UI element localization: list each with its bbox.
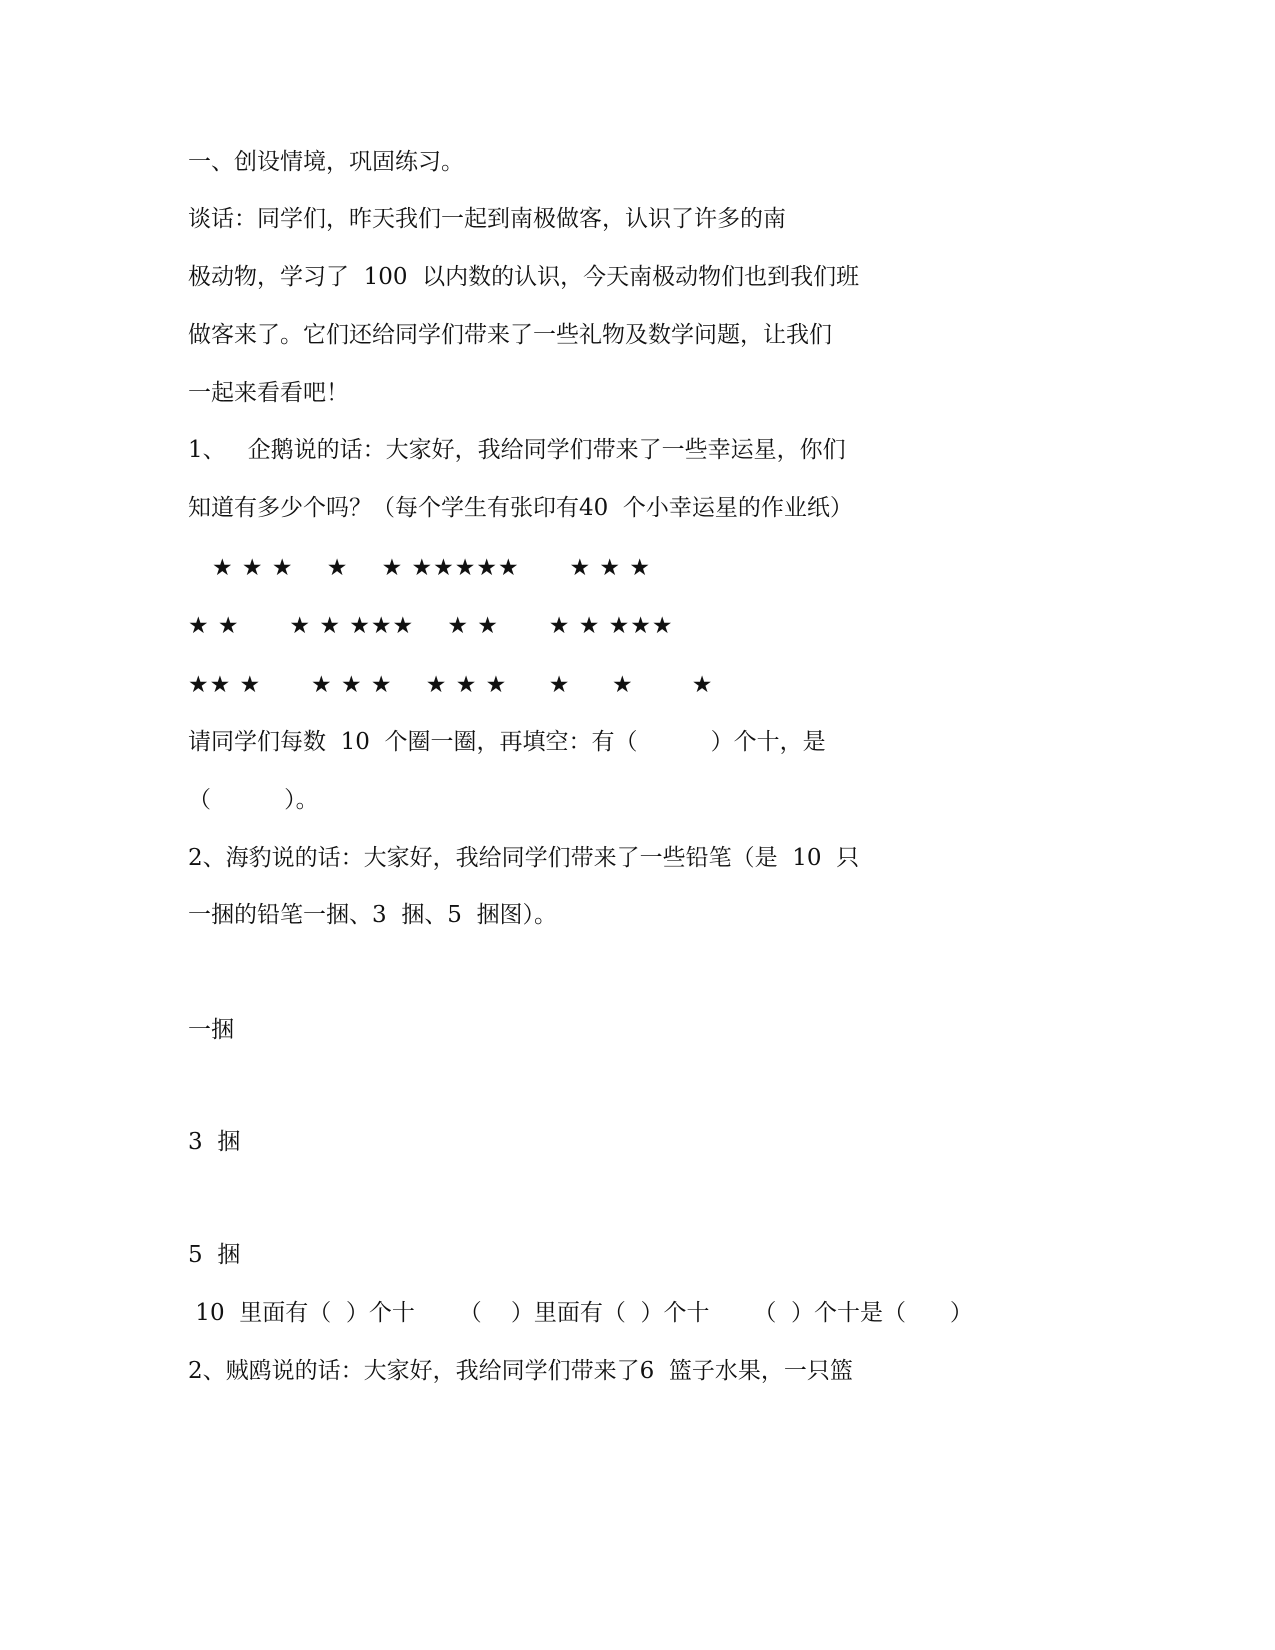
question-2-line: 2、海豹说的话：大家好，我给同学们带来了一些铅笔（是 10 只 bbox=[188, 845, 860, 871]
fill-in-line: （ ）。 bbox=[188, 787, 319, 813]
question-1-line: 知道有多少个吗？（每个学生有张印有40 个小幸运星的作业纸） bbox=[188, 495, 853, 521]
section-heading: 一、创设情境，巩固练习。 bbox=[188, 149, 464, 175]
fill-in-line: 10 里面有（ ）个十 （ ）里面有（ ）个十 （ ）个十是（ ） bbox=[188, 1300, 973, 1326]
paragraph-line: 谈话：同学们，昨天我们一起到南极做客，认识了许多的南 bbox=[188, 206, 786, 232]
bundle-label: 一捆 bbox=[188, 1017, 234, 1043]
paragraph-line: 做客来了。它们还给同学们带来了一些礼物及数学问题，让我们 bbox=[188, 322, 832, 348]
paragraph-line: 极动物，学习了 100 以内数的认识，今天南极动物们也到我们班 bbox=[188, 264, 860, 290]
star-row-3: ★★ ★ ★ ★ ★ ★ ★ ★ ★ ★ ★ bbox=[188, 672, 714, 698]
question-2-line: 一捆的铅笔一捆、3 捆、5 捆图）。 bbox=[188, 902, 558, 928]
star-row-1: ★ ★ ★ ★ ★ ★★★★★ ★ ★ ★ bbox=[212, 555, 651, 581]
question-3-line: 2、贼鸥说的话：大家好，我给同学们带来了6 篮子水果，一只篮 bbox=[188, 1358, 853, 1384]
bundle-label: 3 捆 bbox=[188, 1129, 241, 1155]
star-row-2: ★ ★ ★ ★ ★★★ ★ ★ ★ ★ ★★★ bbox=[188, 613, 674, 639]
bundle-label: 5 捆 bbox=[188, 1242, 241, 1268]
fill-in-line: 请同学们每数 10 个圈一圈，再填空：有（ ）个十，是 bbox=[188, 729, 826, 755]
question-1-line: 1、 企鹅说的话：大家好，我给同学们带来了一些幸运星，你们 bbox=[188, 437, 846, 463]
paragraph-line: 一起来看看吧！ bbox=[188, 380, 349, 406]
